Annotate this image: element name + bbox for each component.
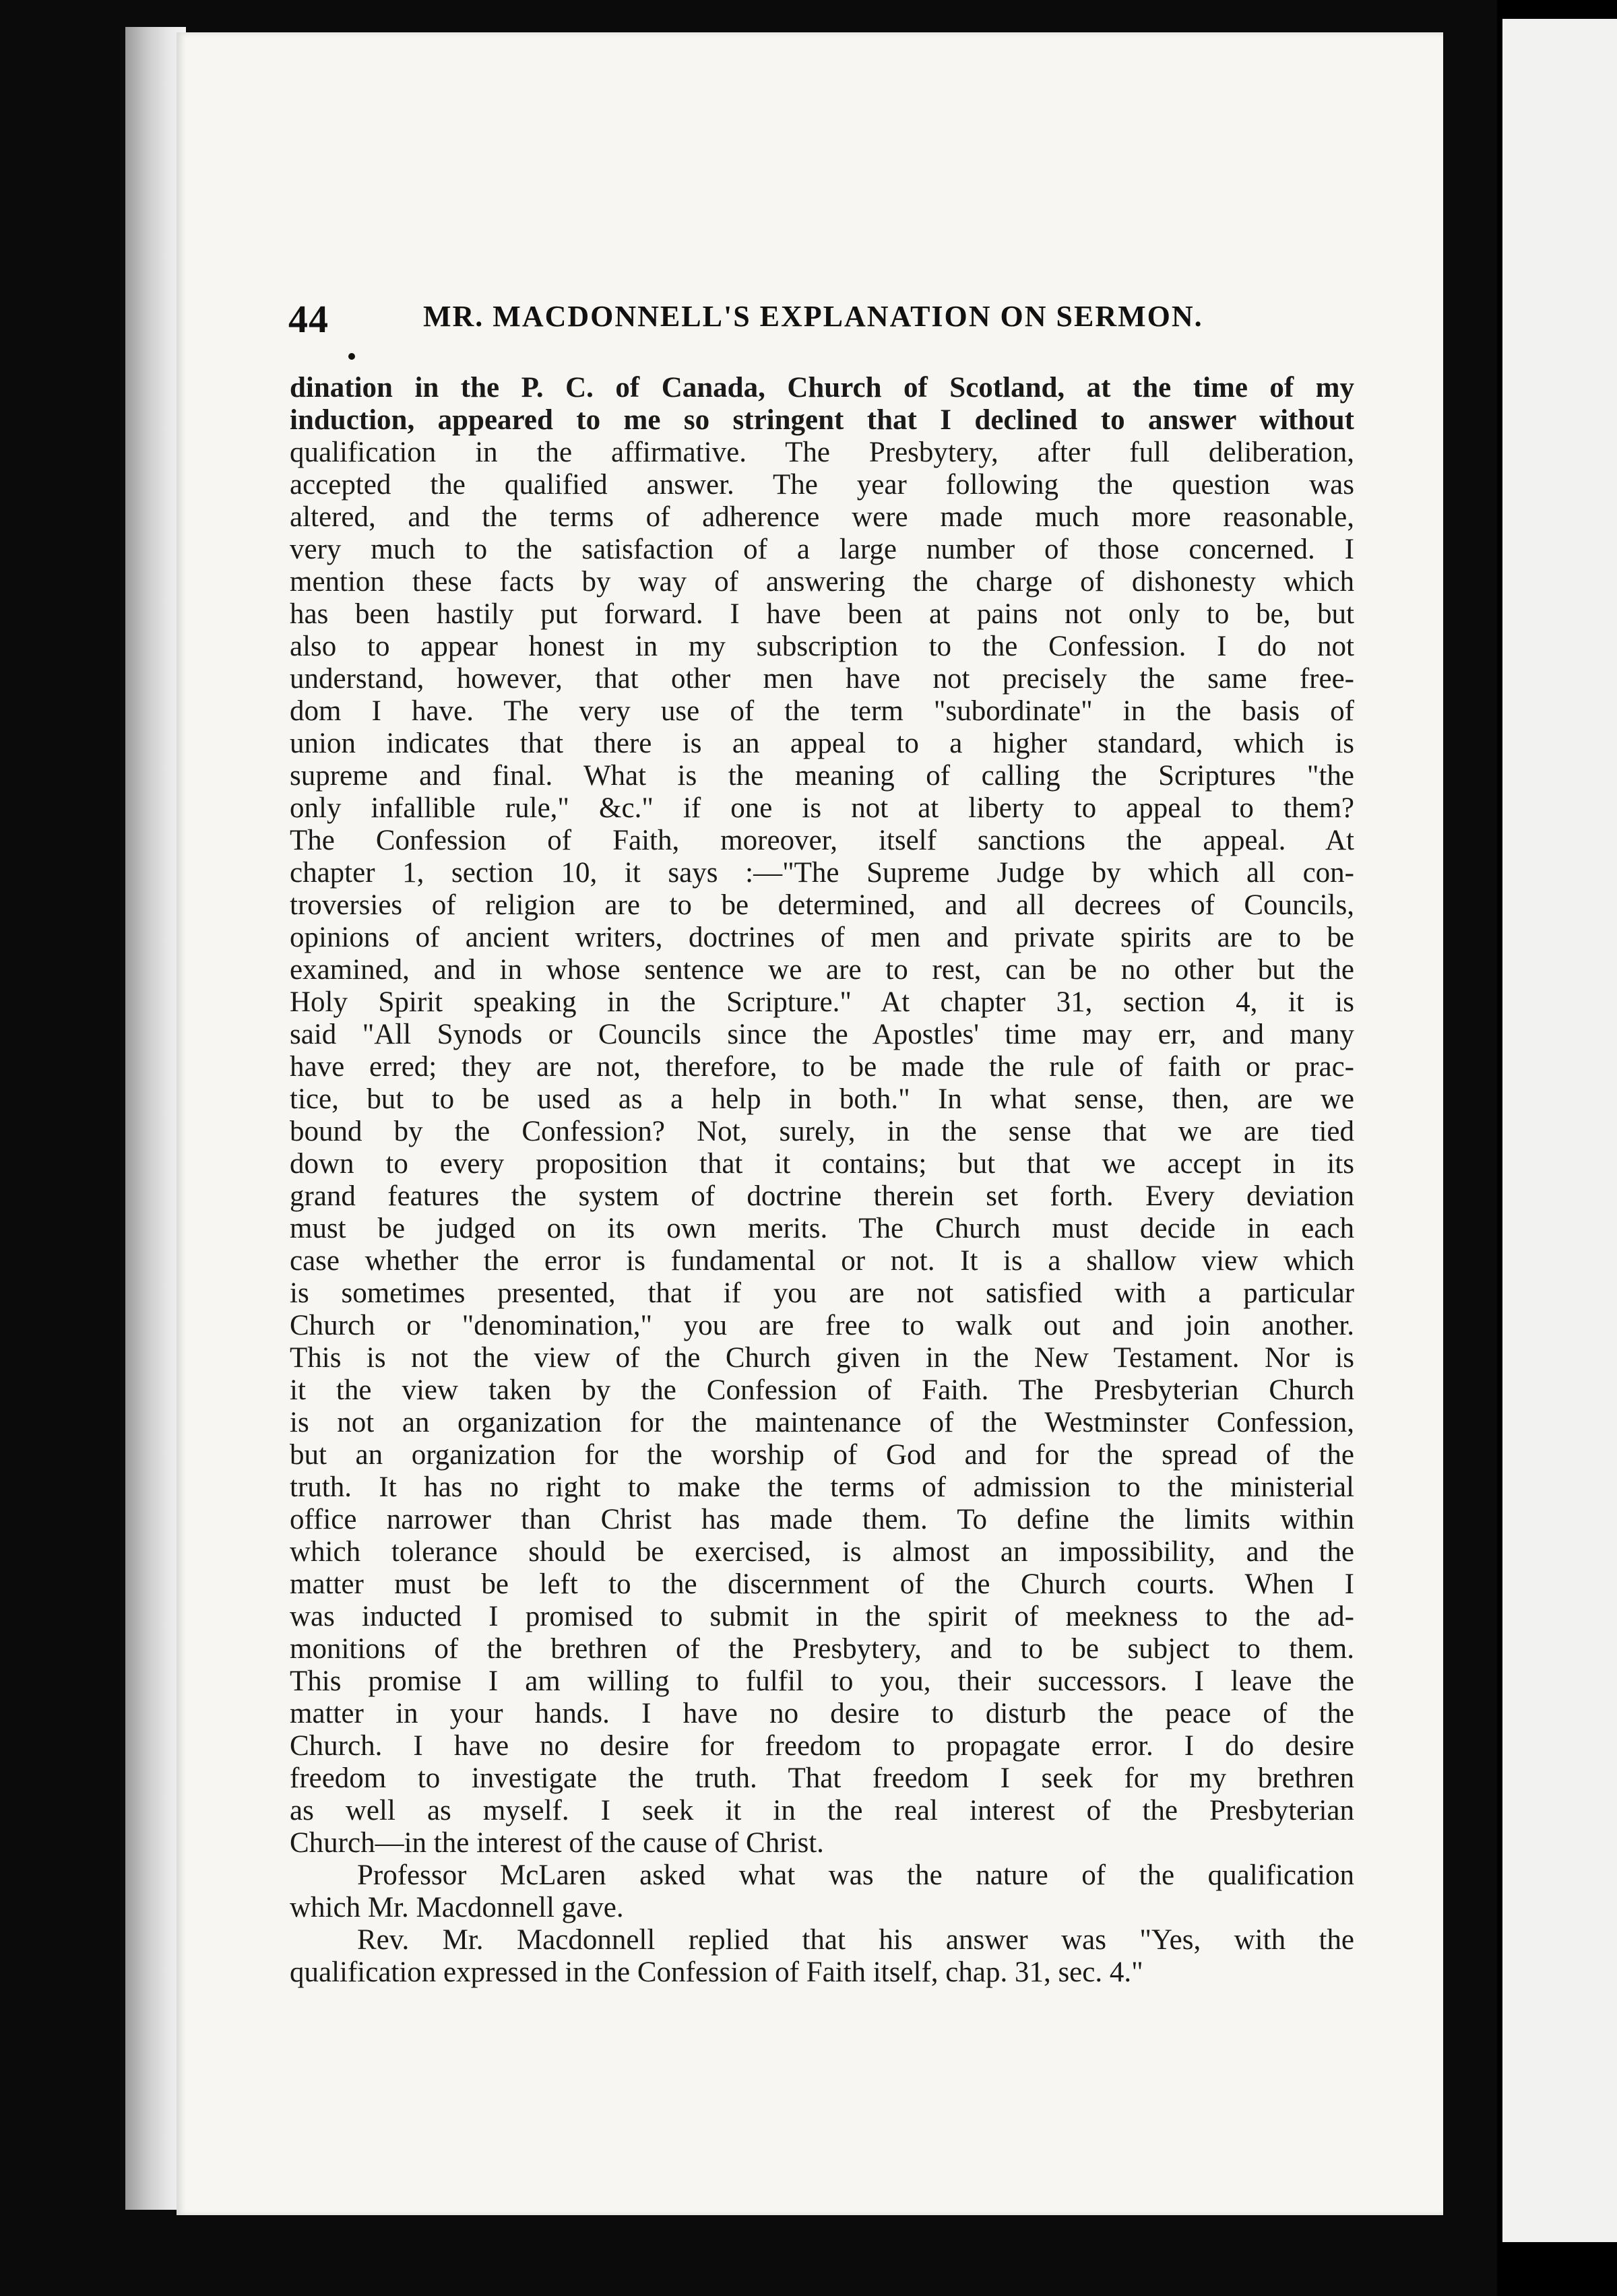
- text-line: chapter 1, section 10, it says :—"The Supreme Judge by which all con-: [290, 857, 1354, 889]
- text-line: Church. I have no desire for freedom to propagate error. I do desire: [290, 1730, 1354, 1762]
- text-line: grand features the system of doctrine therein set forth. Every deviation: [290, 1180, 1354, 1212]
- text-line: troversies of religion are to be determined, and all decrees of Councils,: [290, 889, 1354, 921]
- text-line: was inducted I promised to submit in the spirit of meekness to the ad-: [290, 1601, 1354, 1632]
- text-line: freedom to investigate the truth. That freedom I seek for my brethren: [290, 1762, 1354, 1794]
- text-line: which Mr. Macdonnell gave.: [290, 1892, 624, 1923]
- text-line: is not an organization for the maintenance of the Westminster Confession,: [290, 1407, 1354, 1438]
- text-line: have erred; they are not, therefore, to be made the rule of faith or prac-: [290, 1051, 1354, 1083]
- text-line: down to every proposition that it contains; but that we accept in its: [290, 1148, 1354, 1180]
- text-line: examined, and in whose sentence we are to rest, can be no other but the: [290, 954, 1354, 986]
- text-line: altered, and the terms of adherence were made much more reasonable,: [290, 501, 1354, 533]
- page-header: [288, 296, 1366, 357]
- text-line: tice, but to be used as a help in both." In what sense, then, are we: [290, 1083, 1354, 1115]
- body-text: [290, 372, 1354, 1989]
- text-line: truth. It has no right to make the terms of admission to the ministerial: [290, 1471, 1354, 1503]
- text-line: This is not the view of the Church given in the New Testament. Nor is: [290, 1342, 1354, 1374]
- text-line: Professor McLaren asked what was the nature of the qualification: [357, 1859, 1354, 1891]
- header-ink-dot: [348, 353, 355, 360]
- text-line: has been hastily put forward. I have been at pains not only to be, but: [290, 598, 1354, 630]
- text-line: it the view taken by the Confession of Faith. The Presbyterian Church: [290, 1374, 1354, 1406]
- text-line: dom I have. The very use of the term "subordinate" in the basis of: [290, 695, 1354, 727]
- text-line: matter in your hands. I have no desire to disturb the peace of the: [290, 1698, 1354, 1729]
- text-line: Church—in the interest of the cause of Christ.: [290, 1827, 824, 1859]
- text-line: said "All Synods or Councils since the Apostles' time may err, and many: [290, 1019, 1354, 1050]
- text-line: induction, appeared to me so stringent that I declined to answer without: [290, 404, 1354, 436]
- text-line: mention these facts by way of answering the charge of dishonesty which: [290, 566, 1354, 598]
- text-line: office narrower than Christ has made them. To define the limits within: [290, 1504, 1354, 1535]
- text-line: understand, however, that other men have not precisely the same free-: [290, 663, 1354, 695]
- text-line: must be judged on its own merits. The Church must decide in each: [290, 1213, 1354, 1244]
- text-line: also to appear honest in my subscription to the Confession. I do not: [290, 631, 1354, 662]
- text-line: union indicates that there is an appeal to a higher standard, which is: [290, 728, 1354, 759]
- text-line: but an organization for the worship of God and for the spread of the: [290, 1439, 1354, 1471]
- text-line: opinions of ancient writers, doctrines of men and private spirits are to be: [290, 922, 1354, 953]
- text-line: Holy Spirit speaking in the Scripture." At chapter 31, section 4, it is: [290, 986, 1354, 1018]
- text-line: accepted the qualified answer. The year following the question was: [290, 469, 1354, 501]
- running-head: MR. MACDONNELL'S EXPLANATION ON SERMON.: [423, 300, 1203, 333]
- text-line: as well as myself. I seek it in the real interest of the Presbyterian: [290, 1795, 1354, 1826]
- text-line: This promise I am willing to fulfil to you, their successors. I leave the: [290, 1665, 1354, 1697]
- text-line: The Confession of Faith, moreover, itself sanctions the appeal. At: [290, 825, 1354, 856]
- text-line: Rev. Mr. Macdonnell replied that his answer was "Yes, with the: [357, 1924, 1354, 1956]
- text-line: monitions of the brethren of the Presbytery, and to be subject to them.: [290, 1633, 1354, 1665]
- text-line: which tolerance should be exercised, is almost an impossibility, and the: [290, 1536, 1354, 1568]
- text-line: is sometimes presented, that if you are not satisfied with a particular: [290, 1277, 1354, 1309]
- text-line: bound by the Confession? Not, surely, in the sense that we are tied: [290, 1116, 1354, 1147]
- text-line: matter must be left to the discernment of the Church courts. When I: [290, 1568, 1354, 1600]
- text-line: very much to the satisfaction of a large number of those concerned. I: [290, 534, 1354, 565]
- text-line: case whether the error is fundamental or not. It is a shallow view which: [290, 1245, 1354, 1277]
- text-line: qualification expressed in the Confession of Faith itself, chap. 31, sec. 4.": [290, 1956, 1143, 1988]
- text-line: only infallible rule," &c." if one is not at liberty to appeal to them?: [290, 792, 1354, 824]
- text-line: supreme and final. What is the meaning of calling the Scriptures "the: [290, 760, 1354, 792]
- text-line: dination in the P. C. of Canada, Church of Scotland, at the time of my: [290, 372, 1354, 404]
- text-line: Church or "denomination," you are free to walk out and join another.: [290, 1310, 1354, 1341]
- page-number: 44: [288, 297, 329, 341]
- text-line: qualification in the affirmative. The Presbytery, after full deliberation,: [290, 437, 1354, 468]
- next-page-edge: [1497, 0, 1617, 2296]
